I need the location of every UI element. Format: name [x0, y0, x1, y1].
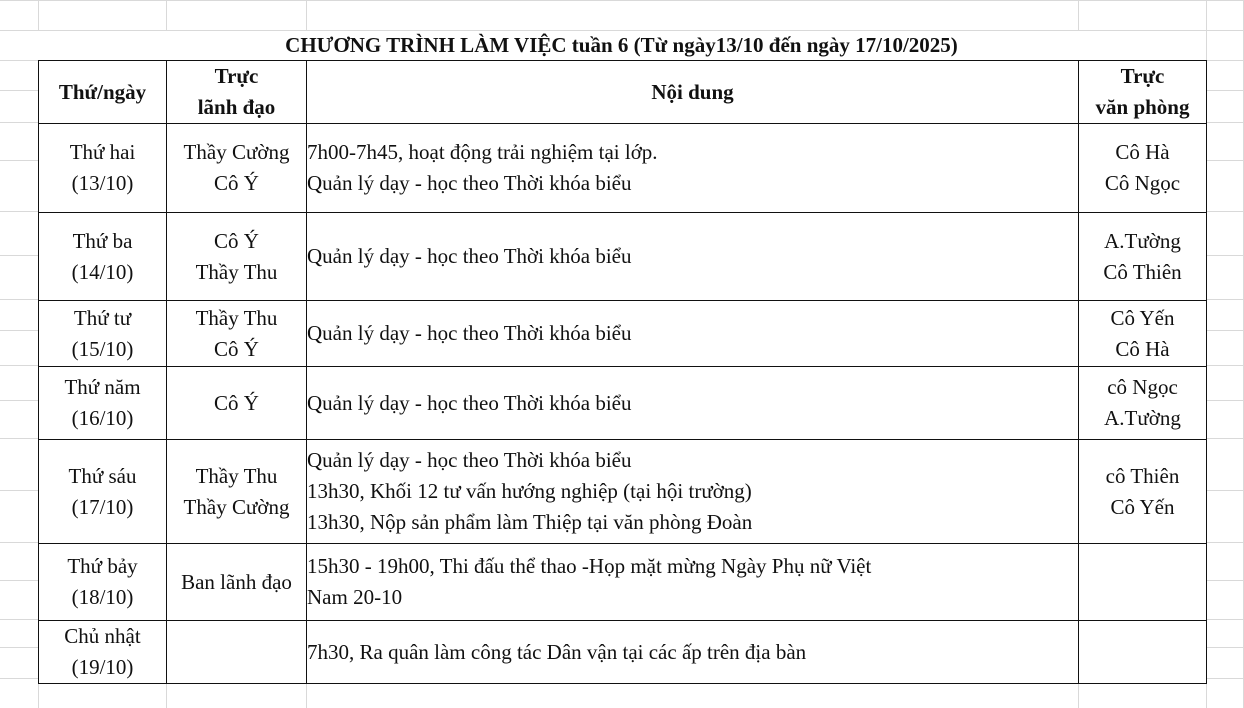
office-name: Cô Yến — [1110, 494, 1175, 519]
content-line: 15h30 - 19h00, Thi đấu thể thao -Họp mặt mừng Ngày Phụ nữ Việt — [307, 554, 872, 578]
header-content[interactable] — [307, 61, 1079, 124]
content-cell[interactable] — [307, 301, 1079, 367]
day-cell[interactable] — [39, 213, 167, 301]
day-name: Thứ sáu — [68, 463, 137, 488]
leader-name: Thầy Cường — [183, 494, 290, 519]
content-cell[interactable] — [307, 544, 1079, 621]
header-row — [39, 61, 1207, 124]
office-cell[interactable] — [1079, 440, 1207, 544]
day-cell[interactable] — [39, 124, 167, 213]
office-name: Cô Ngọc — [1104, 171, 1181, 195]
day-cell[interactable] — [39, 440, 167, 544]
day-date: (14/10) — [71, 259, 134, 284]
day-name: Thứ ba — [72, 228, 133, 253]
office-cell[interactable] — [1079, 367, 1207, 440]
leader-name: Thầy Thu — [195, 305, 278, 330]
content-line: 7h00-7h45, hoạt động trải nghiệm tại lớp. — [307, 140, 658, 164]
day-date: (15/10) — [71, 336, 134, 361]
header-office-line: văn phòng — [1095, 95, 1190, 119]
header-office[interactable] — [1079, 61, 1207, 124]
content-cell[interactable] — [307, 367, 1079, 440]
header-office-line: Trực — [1120, 64, 1165, 88]
schedule-table — [38, 60, 1207, 684]
leader-name: Ban lãnh đạo — [181, 569, 292, 594]
content-line: Nam 20-10 — [307, 585, 403, 609]
office-cell[interactable] — [1079, 213, 1207, 301]
content-line: Quản lý dạy - học theo Thời khóa biểu — [307, 448, 632, 472]
header-content-label: Nội dung — [651, 79, 734, 104]
day-cell[interactable] — [39, 621, 167, 684]
leader-cell[interactable] — [167, 367, 307, 440]
office-name: Cô Hà — [1115, 140, 1170, 164]
leader-cell[interactable] — [167, 301, 307, 367]
office-name: A.Tường — [1104, 228, 1181, 253]
header-leader[interactable] — [167, 61, 307, 124]
leader-name: Cô Ý — [214, 390, 259, 415]
leader-name: Thầy Thu — [195, 259, 278, 284]
header-leader-line: lãnh đạo — [197, 95, 276, 119]
table-row — [39, 124, 1207, 213]
table-row — [39, 440, 1207, 544]
day-cell[interactable] — [39, 301, 167, 367]
office-cell[interactable] — [1079, 124, 1207, 213]
day-cell[interactable] — [39, 367, 167, 440]
leader-cell[interactable] — [167, 621, 307, 684]
office-cell[interactable] — [1079, 301, 1207, 367]
leader-name: Cô Ý — [214, 336, 259, 361]
leader-name: Thầy Cường — [183, 140, 290, 164]
table-row — [39, 621, 1207, 684]
day-date: (17/10) — [71, 494, 134, 519]
office-name: cô Thiên — [1105, 463, 1180, 488]
office-name: Cô Hà — [1115, 336, 1170, 361]
content-line: Quản lý dạy - học theo Thời khóa biểu — [307, 321, 632, 345]
content-line: Quản lý dạy - học theo Thời khóa biểu — [307, 244, 632, 268]
header-day-label: Thứ/ngày — [58, 79, 147, 104]
content-line: 13h30, Nộp sản phẩm làm Thiệp tại văn phòng Đoàn — [307, 510, 753, 534]
leader-name: Thầy Thu — [195, 463, 278, 488]
content-line: Quản lý dạy - học theo Thời khóa biểu — [307, 171, 632, 195]
day-name: Thứ bảy — [67, 554, 138, 578]
day-date: (16/10) — [71, 406, 134, 430]
office-name: Cô Yến — [1110, 305, 1175, 330]
content-cell[interactable] — [307, 621, 1079, 684]
table-row — [39, 367, 1207, 440]
content-line: 7h30, Ra quân làm công tác Dân vận tại các ấp trên địa bàn — [307, 639, 807, 664]
day-date: (18/10) — [71, 585, 134, 609]
office-name: A.Tường — [1104, 406, 1181, 430]
office-cell[interactable] — [1079, 621, 1207, 684]
content-cell[interactable] — [307, 213, 1079, 301]
day-name: Thứ hai — [69, 140, 136, 164]
leader-name: Cô Ý — [214, 228, 259, 253]
day-name: Thứ tư — [73, 305, 132, 330]
leader-cell[interactable] — [167, 440, 307, 544]
day-name: Thứ năm — [64, 375, 141, 399]
gridline — [0, 0, 1244, 1]
table-row — [39, 544, 1207, 621]
leader-cell[interactable] — [167, 213, 307, 301]
office-cell[interactable] — [1079, 544, 1207, 621]
day-date: (19/10) — [71, 655, 134, 679]
content-line: 13h30, Khối 12 tư vấn hướng nghiệp (tại hội trường) — [307, 479, 752, 503]
table-row — [39, 301, 1207, 367]
office-name: Cô Thiên — [1103, 259, 1182, 284]
day-name: Chủ nhật — [64, 624, 141, 648]
office-name: cô Ngọc — [1107, 375, 1178, 399]
day-date: (13/10) — [71, 171, 134, 195]
header-leader-line: Trực — [214, 64, 259, 88]
leader-cell[interactable] — [167, 544, 307, 621]
day-cell[interactable] — [39, 544, 167, 621]
schedule-title[interactable]: CHƯƠNG TRÌNH LÀM VIỆC tuần 6 (Từ ngày13/10 đến ngày 17/10/2025) — [38, 31, 1205, 60]
content-cell[interactable] — [307, 440, 1079, 544]
leader-cell[interactable] — [167, 124, 307, 213]
content-line: Quản lý dạy - học theo Thời khóa biểu — [307, 390, 632, 415]
leader-name: Cô Ý — [214, 171, 259, 195]
table-row — [39, 213, 1207, 301]
header-day[interactable] — [39, 61, 167, 124]
content-cell[interactable] — [307, 124, 1079, 213]
